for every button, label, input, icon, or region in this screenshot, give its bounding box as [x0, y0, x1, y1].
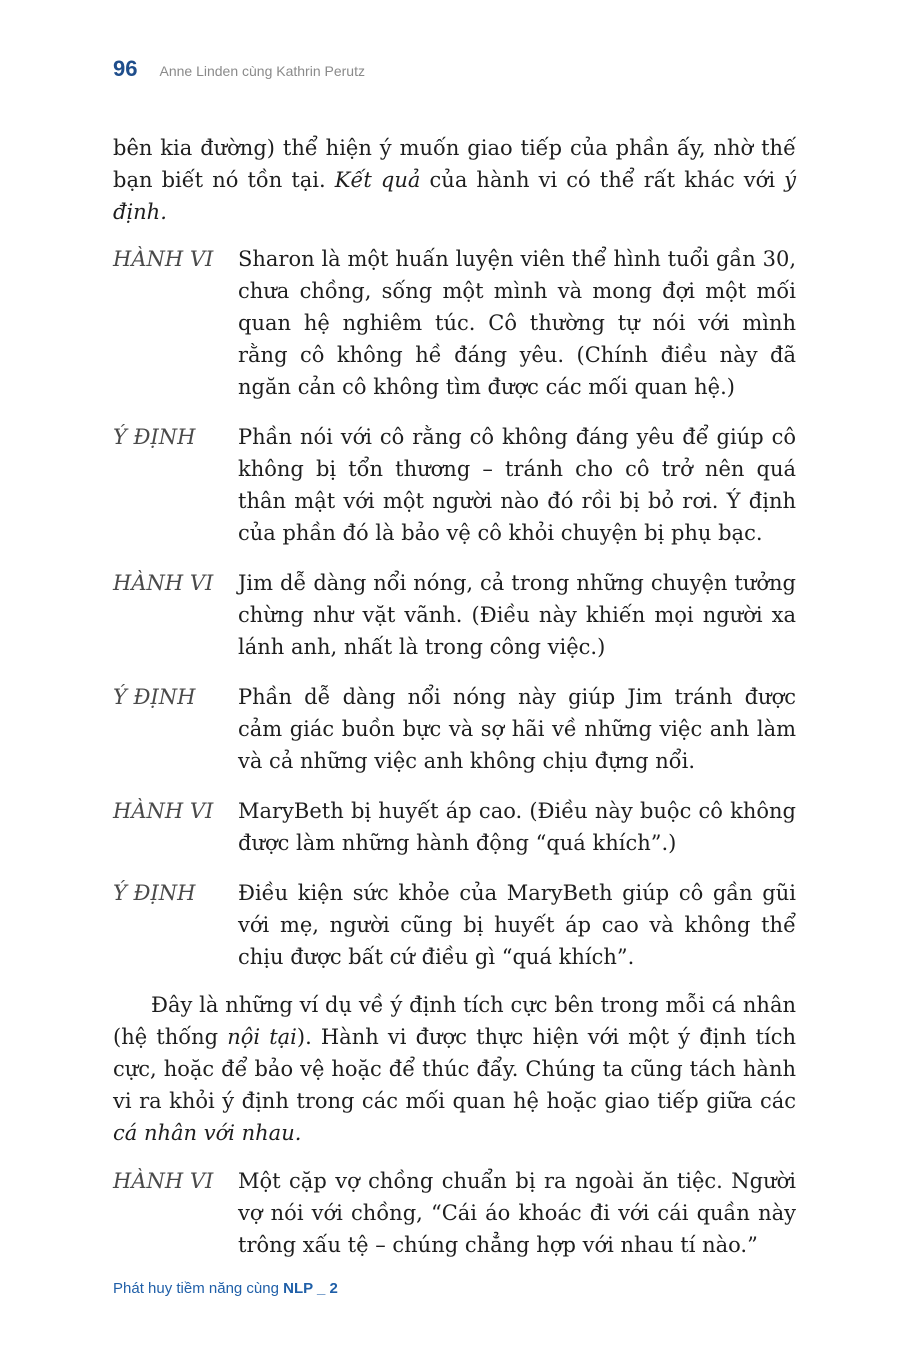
entry-text: Jim dễ dàng nổi nóng, cả trong những chuyện tưởng chừng như vặt vãnh. (Điều này khiến mọi người xa lánh anh, nhất là trong công việc.)	[238, 571, 796, 659]
entry-label: HÀNH VI	[113, 247, 214, 271]
intro-text-2: của hành vi có thể rất khác với	[420, 168, 785, 192]
entry-text: Điều kiện sức khỏe của MaryBeth giúp cô gần gũi với mẹ, người cũng bị huyết áp cao và không thể chịu được bất cứ điều gì “quá khích”.	[238, 881, 796, 969]
summary-text-2: ). Hành vi được thực hiện với một ý định tích cực, hoặc để bảo vệ hoặc để thúc đẩy. Chúng ta cũng tách hành vi ra khỏi ý định trong các mối quan hệ hoặc giao tiếp giữa các	[113, 1025, 796, 1113]
entry-label: Ý ĐỊNH	[113, 685, 196, 709]
page-number: 96	[113, 56, 138, 81]
example-entry	[113, 567, 796, 663]
intro-paragraph	[113, 132, 796, 228]
entry-text: Phần nói với cô rằng cô không đáng yêu để giúp cô không bị tổn thương – tránh cho cô trở nên quá thân mật với một người nào đó rồi bị bỏ rơi. Ý định của phần đó là bảo vệ cô khỏi chuyện bị phụ bạc.	[238, 425, 796, 545]
intro-emphasis-result: Kết quả	[334, 168, 421, 192]
footer	[113, 1280, 338, 1297]
footer-brand: NLP	[283, 1280, 313, 1297]
example-entry	[113, 243, 796, 403]
entry-label: HÀNH VI	[113, 571, 214, 595]
example-entry	[113, 795, 796, 859]
summary-paragraph	[113, 989, 796, 1149]
page-content	[113, 132, 796, 1261]
entry-text: Sharon là một huấn luyện viên thể hình tuổi gần 30, chưa chồng, sống một mình và mong đợi một mối quan hệ nghiêm túc. Cô thường tự nói với mình rằng cô không hề đáng yêu. (Chính điều này đã ngăn cản cô không tìm được các mối quan hệ.)	[238, 247, 796, 399]
summary-emphasis-interpersonal: cá nhân với nhau.	[113, 1121, 302, 1145]
intro-emphasis-intention: ý định.	[113, 168, 797, 224]
example-entry	[113, 681, 796, 777]
entry-label: HÀNH VI	[113, 799, 214, 823]
entry-text: Một cặp vợ chồng chuẩn bị ra ngoài ăn tiệc. Người vợ nói với chồng, “Cái áo khoác đi với cái quần này trông xấu tệ – chúng chẳng hợp với nhau tí nào.”	[238, 1169, 796, 1257]
example-entry	[113, 1165, 796, 1261]
example-entry	[113, 421, 796, 549]
example-entry	[113, 877, 796, 973]
entry-text: MaryBeth bị huyết áp cao. (Điều này buộc cô không được làm những hành động “quá khích”.)	[238, 799, 796, 855]
entry-label: Ý ĐỊNH	[113, 881, 196, 905]
summary-emphasis-internal: nội tại	[227, 1025, 297, 1049]
entry-text: Phần dễ dàng nổi nóng này giúp Jim tránh được cảm giác buồn bực và sợ hãi về những việc anh làm và cả những việc anh không chịu đựng nổi.	[238, 685, 796, 773]
intro-text-1: bên kia đường) thể hiện ý muốn giao tiếp của phần ấy, nhờ thế bạn biết nó tồn tại.	[113, 136, 796, 192]
book-authors: Anne Linden cùng Kathrin Perutz	[159, 63, 365, 79]
examples-list-2	[113, 1165, 796, 1261]
examples-list-1	[113, 243, 796, 973]
footer-series: Phát huy tiềm năng cùng	[113, 1280, 284, 1297]
entry-label: HÀNH VI	[113, 1169, 214, 1193]
summary-text-1: Đây là những ví dụ về ý định tích cực bên trong mỗi cá nhân (hệ thống	[113, 993, 796, 1049]
entry-label: Ý ĐỊNH	[113, 425, 196, 449]
running-head	[113, 56, 365, 82]
footer-volume: _ 2	[312, 1280, 338, 1297]
